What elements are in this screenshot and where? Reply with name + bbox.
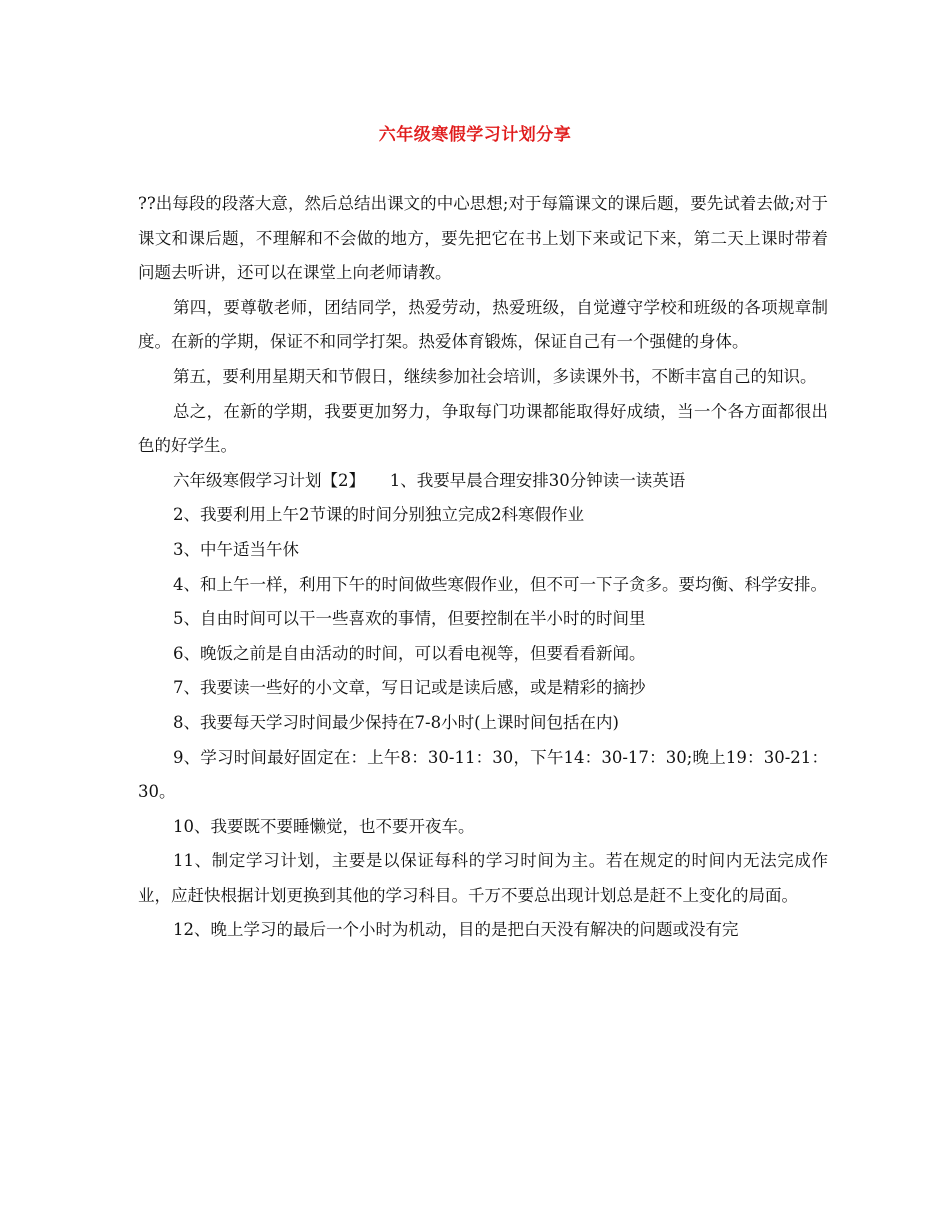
paragraph: 第五，要利用星期天和节假日，继续参加社会培训，多读课外书，不断丰富自己的知识。 bbox=[173, 366, 817, 386]
document-title: 六年级寒假学习计划分享 bbox=[378, 125, 572, 145]
paragraph: 8、我要每天学习时间最少保持在7-8小时(上课时间包括在内) bbox=[173, 712, 619, 732]
paragraph: 10、我要既不要睡懒觉，也不要开夜车。 bbox=[173, 816, 475, 836]
paragraph: 4、和上午一样，利用下午的时间做些寒假作业，但不可一下子贪多。要均衡、科学安排。 bbox=[173, 574, 827, 594]
document-body bbox=[138, 187, 828, 948]
paragraph: 9、学习时间最好固定在：上午8：30-11：30，下午14：30-17：30;晚上19：30-21：30。 bbox=[138, 747, 828, 802]
paragraph: 11、制定学习计划，主要是以保证每科的学习时间为主。若在规定的时间内无法完成作业，应赶快根据计划更换到其他的学习科目。千万不要总出现计划总是赶不上变化的局面。 bbox=[138, 851, 828, 905]
paragraph: 3、中午适当午休 bbox=[173, 539, 299, 559]
paragraph: 7、我要读一些好的小文章，写日记或是读后感，或是精彩的摘抄 bbox=[173, 678, 646, 698]
paragraph: 六年级寒假学习计划【2】 1、我要早晨合理安排30分钟读一读英语 bbox=[173, 470, 686, 490]
paragraph: 2、我要利用上午2节课的时间分别独立完成2科寒假作业 bbox=[173, 505, 584, 525]
paragraph: 第四，要尊敬老师，团结同学，热爱劳动，热爱班级，自觉遵守学校和班级的各项规章制度。在新的学期，保证不和同学打架。热爱体育锻炼，保证自己有一个强健的身体。 bbox=[138, 297, 828, 352]
paragraph: 12、晚上学习的最后一个小时为机动，目的是把白天没有解决的问题或没有完 bbox=[173, 920, 739, 940]
paragraph: ??出每段的段落大意，然后总结出课文的中心思想;对于每篇课文的课后题，要先试着去做;对于课文和课后题，不理解和不会做的地方，要先把它在书上划下来或记下来，第二天上课时带着问题去听讲，还可以在课堂上向老师请教。 bbox=[138, 194, 828, 283]
paragraph: 6、晚饭之前是自由活动的时间，可以看电视等，但要看看新闻。 bbox=[173, 643, 646, 663]
paragraph: 总之，在新的学期，我要更加努力，争取每门功课都能取得好成绩，当一个各方面都很出色的好学生。 bbox=[138, 401, 828, 456]
paragraph: 5、自由时间可以干一些喜欢的事情，但要控制在半小时的时间里 bbox=[173, 609, 646, 629]
